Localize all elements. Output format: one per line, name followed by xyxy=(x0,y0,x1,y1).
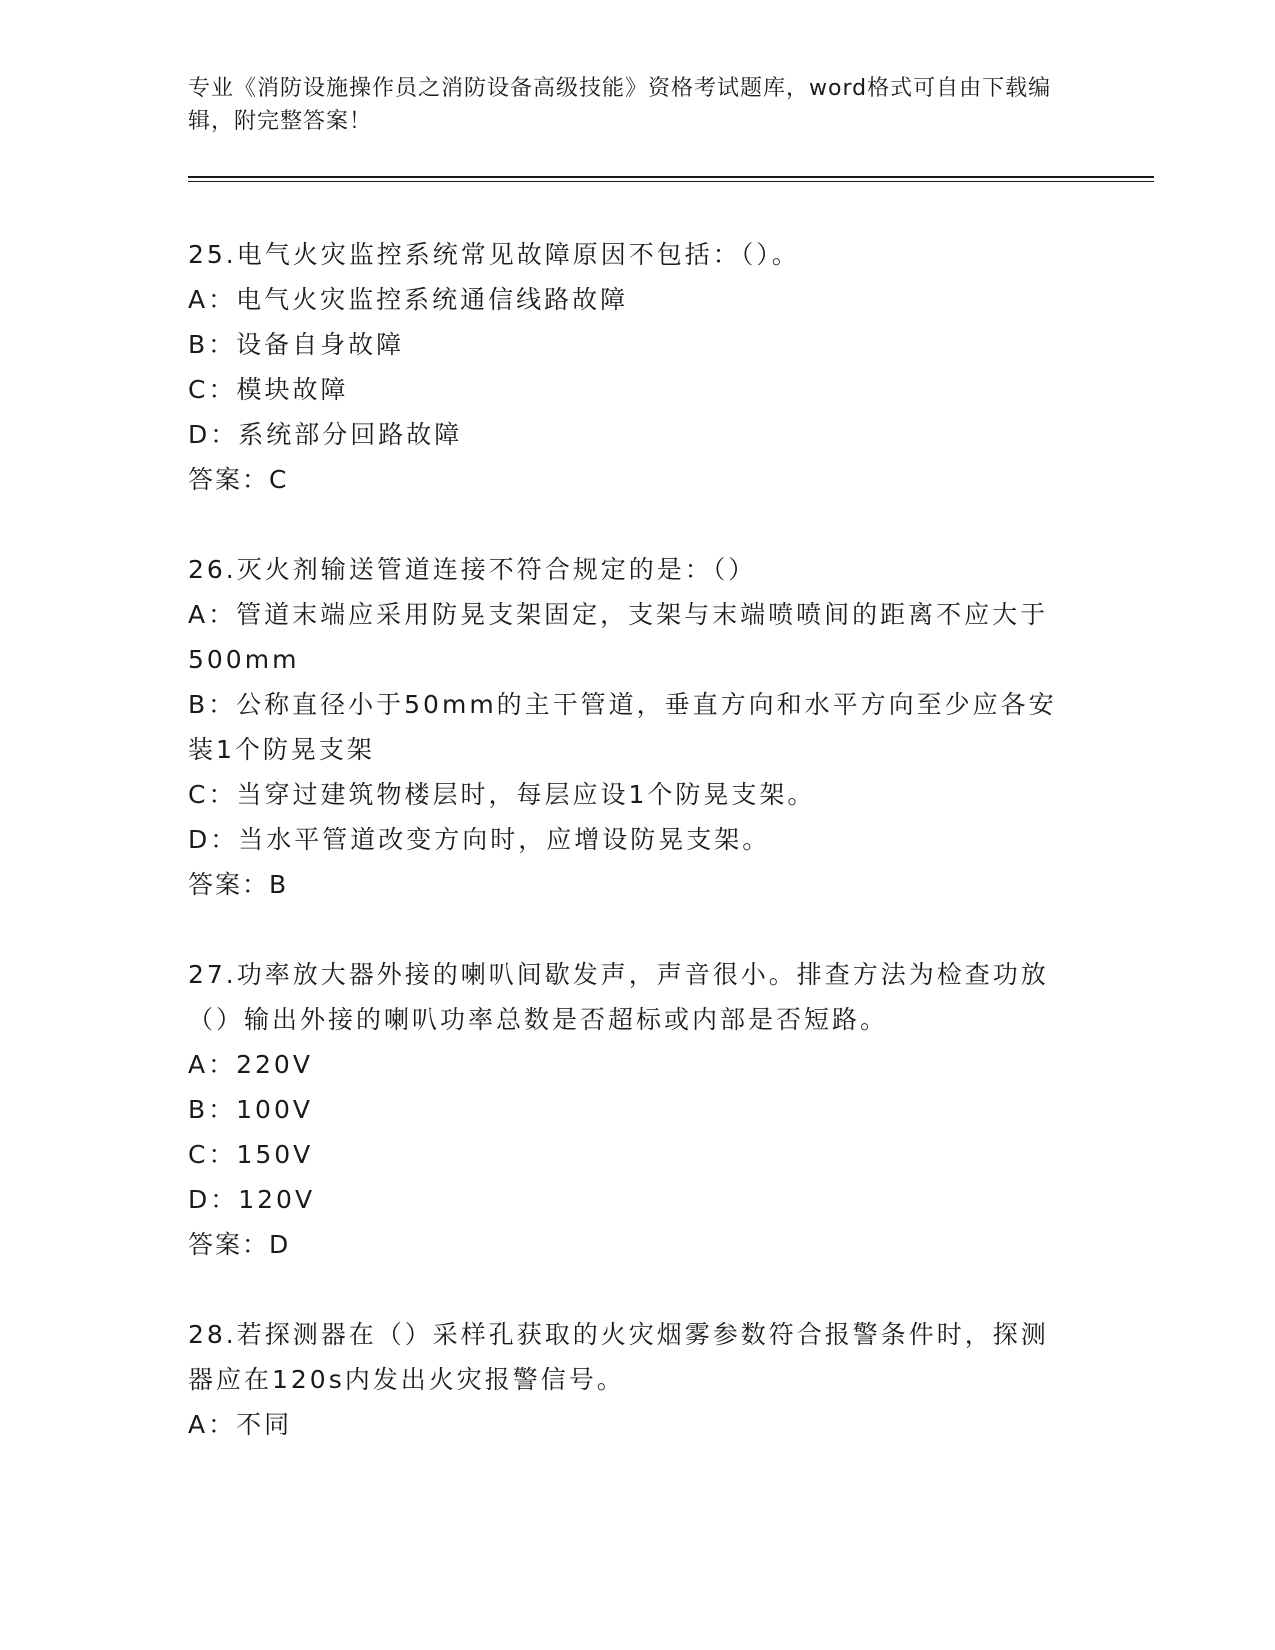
option-a: A：220V xyxy=(188,1050,313,1079)
option-b: B：100V xyxy=(188,1095,313,1124)
question-27 xyxy=(188,952,1068,1267)
option-d: D：当水平管道改变方向时，应增设防晃支架。 xyxy=(188,825,771,854)
option-d: D：系统部分回路故障 xyxy=(188,420,463,449)
option-c: C：当穿过建筑物楼层时，每层应设1个防晃支架。 xyxy=(188,780,816,809)
question-stem: 28.若探测器在（）采样孔获取的火灾烟雾参数符合报警条件时，探测器应在120s内发出火灾报警信号。 xyxy=(188,1320,1049,1394)
header-divider-thin xyxy=(188,181,1154,182)
option-b: B：设备自身故障 xyxy=(188,330,405,359)
header-divider-thick xyxy=(188,176,1154,178)
question-stem: 27.功率放大器外接的喇叭间歇发声，声音很小。排查方法为检查功放（）输出外接的喇叭功率总数是否超标或内部是否短路。 xyxy=(188,960,1049,1034)
question-28 xyxy=(188,1312,1068,1447)
question-25 xyxy=(188,232,1068,502)
question-stem: 25.电气火灾监控系统常见故障原因不包括：（）。 xyxy=(188,240,800,269)
question-stem: 26.灭火剂输送管道连接不符合规定的是：（） xyxy=(188,555,757,584)
option-a: A：不同 xyxy=(188,1410,293,1439)
document-header: 专业《消防设施操作员之消防设备高级技能》资格考试题库，word格式可自由下载编辑，附完整答案！ xyxy=(188,76,1052,134)
answer: 答案：B xyxy=(188,870,289,899)
option-c: C：模块故障 xyxy=(188,375,349,404)
option-c: C：150V xyxy=(188,1140,314,1169)
option-a: A：管道末端应采用防晃支架固定，支架与末端喷喷间的距离不应大于500mm xyxy=(188,600,1049,674)
option-b: B：公称直径小于50mm的主干管道，垂直方向和水平方向至少应各安装1个防晃支架 xyxy=(188,690,1057,764)
option-d: D：120V xyxy=(188,1185,316,1214)
question-list xyxy=(188,232,1068,1492)
question-26 xyxy=(188,547,1068,907)
option-a: A：电气火灾监控系统通信线路故障 xyxy=(188,285,629,314)
answer: 答案：D xyxy=(188,1230,291,1259)
answer: 答案：C xyxy=(188,465,289,494)
